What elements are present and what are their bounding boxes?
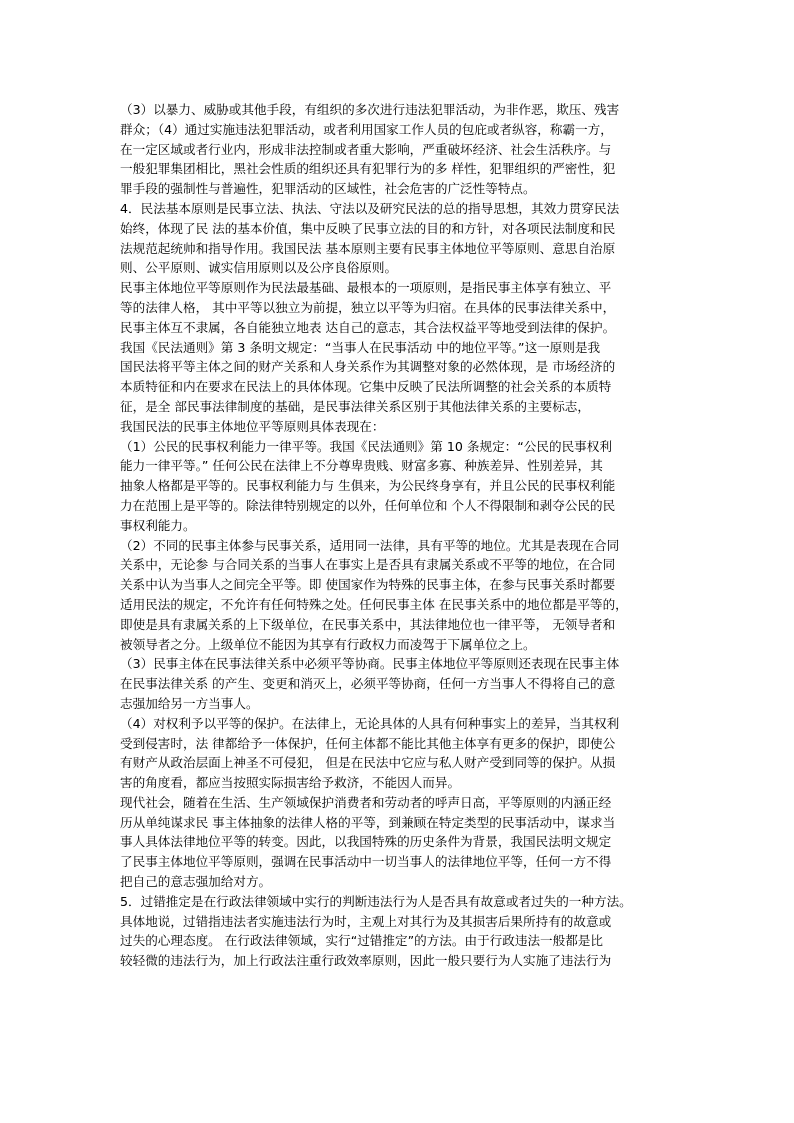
text-line: 5．过错推定是在行政法律领域中实行的判断违法行为人是否具有故意或者过失的一种方法。 [120, 893, 632, 909]
text-line: 等的法律人格， 其中平等以独立为前提，独立以平等为归宿。在具体的民事法律关系中， [120, 299, 616, 315]
text-line: 即使是具有隶属关系的上下级单位，在民事关系中，其法律地位也一律平等， 无领导者和 [120, 616, 616, 632]
text-line: 民事主体地位平等原则作为民法最基础、最根本的一项原则，是指民事主体享有独立、平 [120, 280, 612, 296]
text-line: 适用民法的规定，不允许有任何特殊之处。任何民事主体 在民事关系中的地位都是平等的， [120, 596, 628, 612]
text-line: 被领导者之分。上级单位不能因为其享有行政权力而凌驾于下属单位之上。 [120, 636, 536, 652]
text-line: 关系中，无论参 与合同关系的当事人在事实上是否具有隶属关系或不平等的地位，在合同 [120, 557, 616, 573]
text-line: 群众；（4）通过实施违法犯罪活动，或者利用国家工作人员的包庇或者纵容，称霸一方， [120, 121, 613, 137]
text-line: 法规范起统帅和指导作用。我国民法 基本原则主要有民事主体地位平等原则、意思自治原 [120, 240, 616, 256]
text-line: 罪手段的强制性与普遍性，犯罪活动的区域性，社会危害的广泛性等特点。 [120, 181, 536, 197]
text-line: （3）以暴力、威胁或其他手段，有组织的多次进行违法犯罪活动，为非作恶，欺压、残害 [120, 102, 620, 117]
text-line: 在一定区域或者行业内，形成非法控制或者重大影响，严重破坏经济、社会生活秩序。与 [120, 141, 612, 157]
text-line: 国民法将平等主体之间的财产关系和人身关系作为其调整对象的必然体现，是 市场经济的 [120, 359, 616, 375]
text-line: 把自己的意志强加给对方。 [120, 874, 272, 890]
text-line: 现代社会，随着在生活、生产领域保护消费者和劳动者的呼声日高，平等原则的内涵正经 [120, 794, 612, 810]
text-line: 抽象人格都是平等的。民事权利能力与 生俱来，为公民终身享有，并且公民的民事权利能 [120, 478, 616, 494]
text-line: 历从单纯谋求民 事主体抽象的法律人格的平等，到兼顾在特定类型的民事活动中，谋求当 [120, 814, 616, 830]
text-line: 始终，体现了民 法的基本价值，集中反映了民事立法的目的和方针，对各项民法制度和民 [120, 220, 616, 236]
text-line: 在民事法律关系 的产生、变更和消灭上，必须平等协商，任何一方当事人不得将自己的意 [120, 676, 616, 692]
text-line: 征，是全 部民事法律制度的基础，是民事法律关系区别于其他法律关系的主要标志， [120, 398, 590, 414]
text-line: 我国《民法通则》第 3 条明文规定：“当事人在民事活动 中的地位平等。”这一原则是我 [120, 339, 601, 355]
text-line: 一般犯罪集团相比，黑社会性质的组织还具有犯罪行为的多 样性，犯罪组织的严密性，犯 [120, 161, 616, 177]
text-line: 较轻微的违法行为，加上行政法注重行政效率原则，因此一般只要行为人实施了违法行为 [120, 953, 612, 969]
text-line: 4．民法基本原则是民事立法、执法、守法以及研究民法的总的指导思想，其效力贯穿民法 [120, 200, 620, 216]
text-line: （2）不同的民事主体参与民事关系，适用同一法律，具有平等的地位。尤其是表现在合同 [120, 537, 620, 553]
text-line: 害的角度看，都应当按照实际损害给予救济，不能因人而异。 [120, 775, 461, 791]
text-line: 事人具体法律地位平等的转变。因此，以我国特殊的历史条件为背景，我国民法明文规定 [120, 834, 612, 850]
text-line: 则、公平原则、诚实信用原则以及公序良俗原则。 [120, 260, 398, 276]
text-line: 具体地说，过错指违法者实施违法行为时，主观上对其行为及其损害后果所持有的故意或 [120, 913, 612, 929]
text-line: 力在范围上是平等的。除法律特别规定的以外，任何单位和 个人不得限制和剥夺公民的民 [120, 497, 616, 513]
text-line: 受到侵害时，法 律都给予一体保护，任何主体都不能比其他主体享有更多的保护，即使公 [120, 735, 616, 751]
text-line: 了民事主体地位平等原则，强调在民事活动中一切当事人的法律地位平等，任何一方不得 [120, 854, 612, 870]
document-page [120, 100, 680, 971]
text-line: 我国民法的民事主体地位平等原则具体表现在： [120, 418, 385, 434]
text-line: （4）对权利予以平等的保护。在法律上，无论具体的人具有何种事实上的差异，当其权利 [120, 715, 620, 731]
text-line: 过失的心理态度。 在行政法律领域，实行“过错推定”的方法。由于行政违法一般都是比 [120, 933, 604, 949]
text-line: 本质特征和内在要求在民法上的具体体现。它集中反映了民法所调整的社会关系的本质特 [120, 379, 612, 395]
text-line: 志强加给另一方当事人。 [120, 695, 259, 711]
text-line: 关系中认为当事人之间完全平等。即 使国家作为特殊的民事主体，在参与民事关系时都要 [120, 577, 616, 593]
text-line: （1）公民的民事权利能力一律平等。我国《民法通则》第 10 条规定：“公民的民事权利 [120, 438, 612, 454]
text-line: 有财产从政治层面上神圣不可侵犯， 但是在民法中它应与私人财产受到同等的保护。从损 [120, 755, 616, 771]
text-line: 民事主体互不隶属，各自能独立地表 达自己的意志，其合法权益平等地受到法律的保护。 [120, 319, 616, 335]
text-line: 事权利能力。 [120, 517, 196, 533]
text-line: 能力一律平等。” 任何公民在法律上不分尊卑贵贱、财富多寡、种族差异、性别差异，其 [120, 458, 603, 474]
text-line: （3）民事主体在民事法律关系中必须平等协商。民事主体地位平等原则还表现在民事主体 [120, 656, 620, 672]
